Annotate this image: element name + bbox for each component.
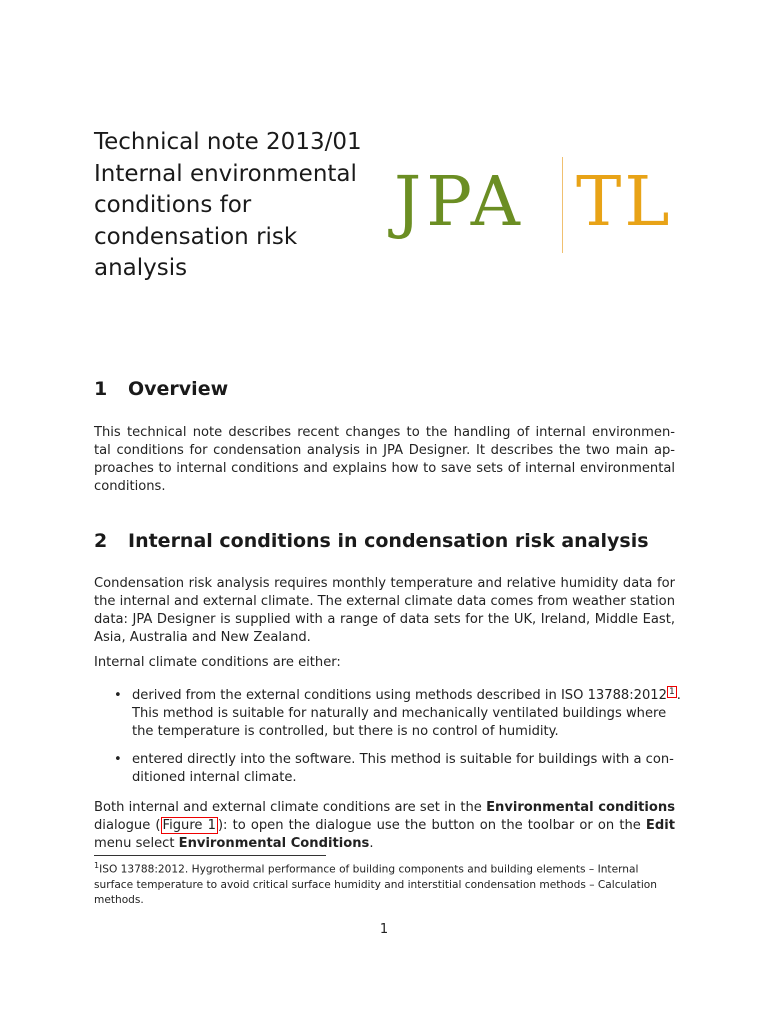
text-line: surface temperature to avoid critical surface humidity and interstitial condensation methods – Calculation	[94, 878, 657, 891]
section-2-paragraph-3	[94, 799, 675, 853]
text-run: dialogue (	[94, 818, 161, 833]
footnote-number: 1	[94, 861, 100, 870]
footnote-divider	[94, 855, 326, 856]
section-1-heading	[94, 378, 228, 400]
text-line: Asia, Australia and New Zealand.	[94, 630, 311, 645]
section-number: 2	[94, 530, 108, 552]
list-item	[112, 686, 681, 741]
text-line: This technical note describes recent changes to the handling of internal environmen-	[94, 425, 675, 440]
section-2-paragraph-2	[94, 654, 675, 672]
title-line: analysis	[94, 255, 188, 281]
ui-term: Environmental conditions	[486, 800, 675, 815]
bullet-icon: •	[114, 688, 122, 703]
title-line: Internal environmental	[94, 160, 357, 187]
section-number: 1	[94, 378, 108, 400]
title-line: conditions for	[94, 192, 252, 218]
text-line: conditions.	[94, 479, 166, 494]
title-line: Technical note 2013/01	[94, 129, 362, 155]
jpa-tl-logo	[390, 155, 680, 255]
logo-divider	[562, 157, 563, 253]
bullet-text: .	[676, 688, 681, 703]
text-line	[132, 686, 681, 705]
list-item	[112, 751, 675, 787]
text-line: the internal and external climate. The external climate data comes from weather station	[94, 594, 675, 609]
footnote	[94, 858, 675, 908]
conditions-bullet-list	[112, 686, 681, 787]
text-line: data: JPA Designer is supplied with a range of data sets for the UK, Ireland, Middle East,	[94, 612, 675, 627]
text-line: entered directly into the software. This method is suitable for buildings with a con-	[132, 752, 674, 767]
text-line: proaches to internal conditions and explains how to save sets of internal environmental	[94, 461, 675, 476]
text-line	[94, 835, 675, 853]
figure-1-link[interactable]: Figure 1	[162, 818, 216, 833]
text-line: methods.	[94, 893, 144, 906]
logo-jpa-text: JPA	[394, 163, 525, 242]
ui-term: Edit	[645, 818, 675, 833]
text-line: Condensation risk analysis requires monthly temperature and relative humidity data for	[94, 576, 675, 591]
bullet-icon: •	[114, 752, 122, 767]
section-title: Internal conditions in condensation risk analysis	[128, 530, 649, 552]
section-2-paragraph-1	[94, 575, 675, 647]
text-run: .	[369, 836, 374, 851]
logo-tl-text: TL	[576, 163, 673, 242]
section-2-heading	[94, 530, 649, 552]
section-title: Overview	[128, 378, 229, 400]
footnote-link[interactable]: 1	[668, 686, 675, 697]
page-number: 1	[379, 922, 389, 937]
text-run: Both internal and external climate conditions are set in the	[94, 800, 487, 815]
text-line: tal conditions for condensation analysis in JPA Designer. It describes the two main ap-	[94, 443, 675, 458]
text-line: This method is suitable for naturally and mechanically ventilated buildings where	[132, 706, 667, 721]
document-title	[94, 127, 394, 285]
bullet-text: derived from the external conditions using methods described in ISO 13788:2012	[132, 688, 667, 703]
text-line	[94, 858, 675, 878]
text-line: ditioned internal climate.	[132, 770, 297, 785]
text-run: menu select	[94, 836, 179, 851]
text-line: the temperature is controlled, but there is no control of humidity.	[132, 724, 559, 739]
text-line	[94, 817, 675, 835]
text-line	[94, 799, 675, 817]
title-line: condensation risk	[94, 223, 298, 250]
footnote-text: ISO 13788:2012. Hygrothermal performance of building components and building elements – Internal	[99, 863, 639, 876]
overview-paragraph	[94, 424, 675, 496]
text-run: ): to open the dialogue use the button on the toolbar or on the	[217, 818, 646, 833]
ui-term: Environmental Conditions	[178, 836, 370, 851]
text-line: Internal climate conditions are either:	[94, 655, 341, 670]
